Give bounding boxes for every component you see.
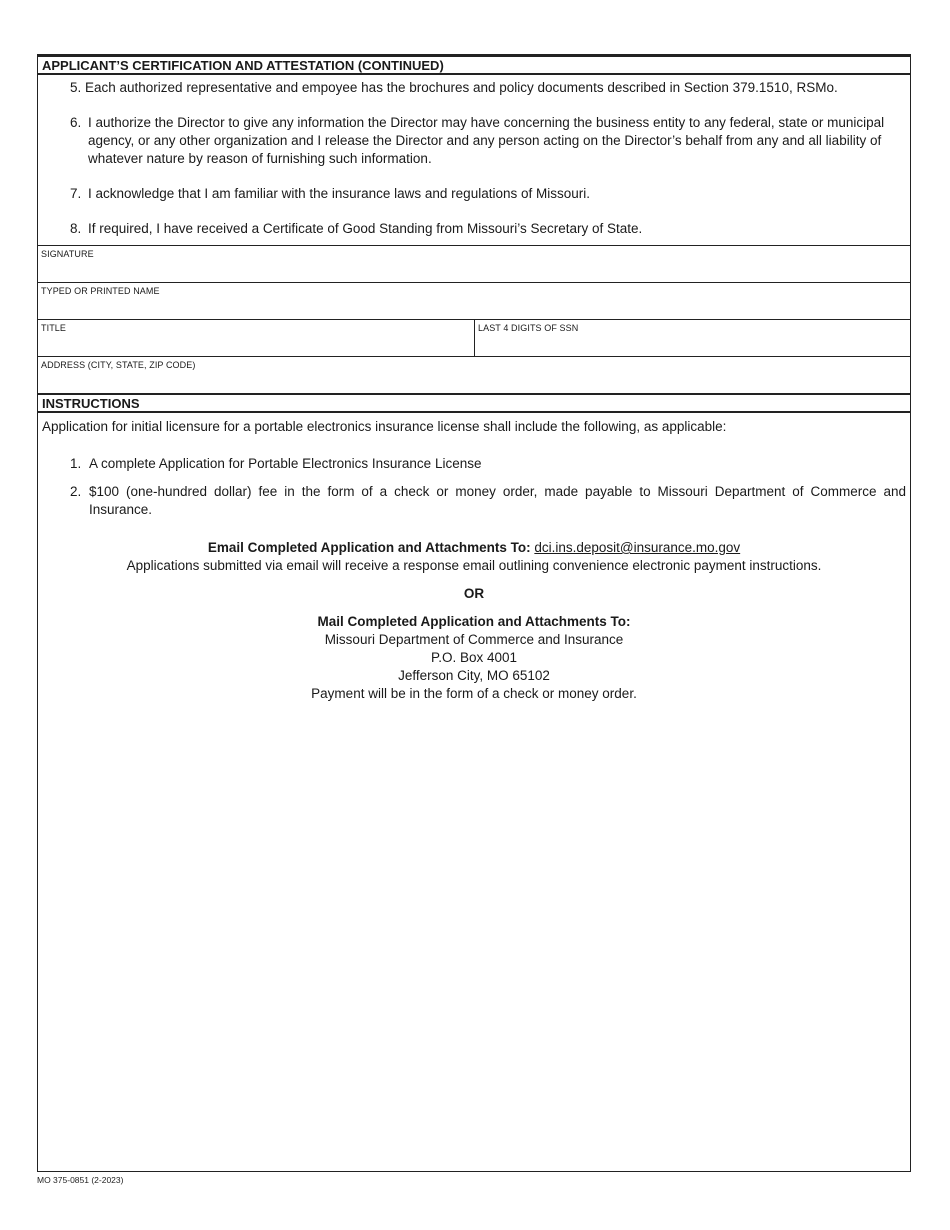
item-number: 8. xyxy=(70,221,82,236)
instruction-item-2 xyxy=(42,483,906,519)
mail-block xyxy=(42,613,906,703)
item-number: 7. xyxy=(70,186,82,201)
item-text: I acknowledge that I am familiar with the insurance laws and regulations of Missouri. xyxy=(88,186,590,201)
certification-body xyxy=(38,75,910,238)
signature-field[interactable]: SIGNATURE xyxy=(41,249,94,259)
item-number: 6. xyxy=(70,115,82,130)
instruction-item-1 xyxy=(42,455,906,473)
mail-line: Jefferson City, MO 65102 xyxy=(398,668,550,683)
or-separator: OR xyxy=(463,586,485,601)
instructions-intro: Application for initial licensure for a portable electronics insurance license shall include the following, as applicable: xyxy=(42,419,727,434)
mail-label: Mail Completed Application and Attachments To: xyxy=(317,614,631,629)
printed-name-field[interactable]: TYPED OR PRINTED NAME xyxy=(41,286,160,296)
item-number: 1. xyxy=(70,456,82,471)
address-field[interactable]: ADDRESS (CITY, STATE, ZIP CODE) xyxy=(41,360,196,370)
title-ssn-row xyxy=(38,319,910,356)
certification-item-8 xyxy=(38,220,910,238)
item-number: 5. xyxy=(70,80,82,95)
ssn-field[interactable]: LAST 4 DIGITS OF SSN xyxy=(478,323,579,333)
item-number: 2. xyxy=(70,484,82,499)
form-number: MO 375-0851 (2-2023) xyxy=(37,1175,124,1185)
item-text: A complete Application for Portable Electronics Insurance License xyxy=(89,456,482,471)
item-text: If required, I have received a Certificate of Good Standing from Missouri’s Secretary of State. xyxy=(88,221,643,236)
mail-line: P.O. Box 4001 xyxy=(430,650,518,665)
certification-header: APPLICANT’S CERTIFICATION AND ATTESTATION (CONTINUED) xyxy=(38,57,910,75)
certification-item-5 xyxy=(38,79,910,97)
printed-name-row xyxy=(38,282,910,319)
instructions-body xyxy=(38,413,910,703)
mail-line: Payment will be in the form of a check or money order. xyxy=(311,686,637,701)
item-text: Each authorized representative and empoyee has the brochures and policy documents described in Section 379.1510, RSMo. xyxy=(85,80,838,95)
email-note: Applications submitted via email will receive a response email outlining convenience electronic payment instructions. xyxy=(126,558,822,573)
certification-item-7 xyxy=(38,185,910,203)
email-label: Email Completed Application and Attachments To: xyxy=(207,540,531,555)
title-field[interactable]: TITLE xyxy=(38,320,475,356)
item-text: $100 (one-hundred dollar) fee in the form of a check or money order, made payable to Missouri Department of Commerce and Insurance. xyxy=(89,484,906,517)
email-link[interactable]: dci.ins.deposit@insurance.mo.gov xyxy=(534,540,741,555)
address-row xyxy=(38,356,910,393)
application-form xyxy=(37,54,911,1172)
mail-line: Missouri Department of Commerce and Insurance xyxy=(324,632,624,647)
certification-item-6 xyxy=(38,114,910,168)
signature-row xyxy=(38,245,910,282)
instructions-header: INSTRUCTIONS xyxy=(38,393,910,413)
item-text: I authorize the Director to give any information the Director may have concerning the business entity to any federal, state or municipal agency, or any other organization and I release the Director and any person acting on the Director’s behalf from any and all liability of whatever nature by reason of furnishing such information. xyxy=(88,115,885,166)
email-block xyxy=(42,539,906,575)
